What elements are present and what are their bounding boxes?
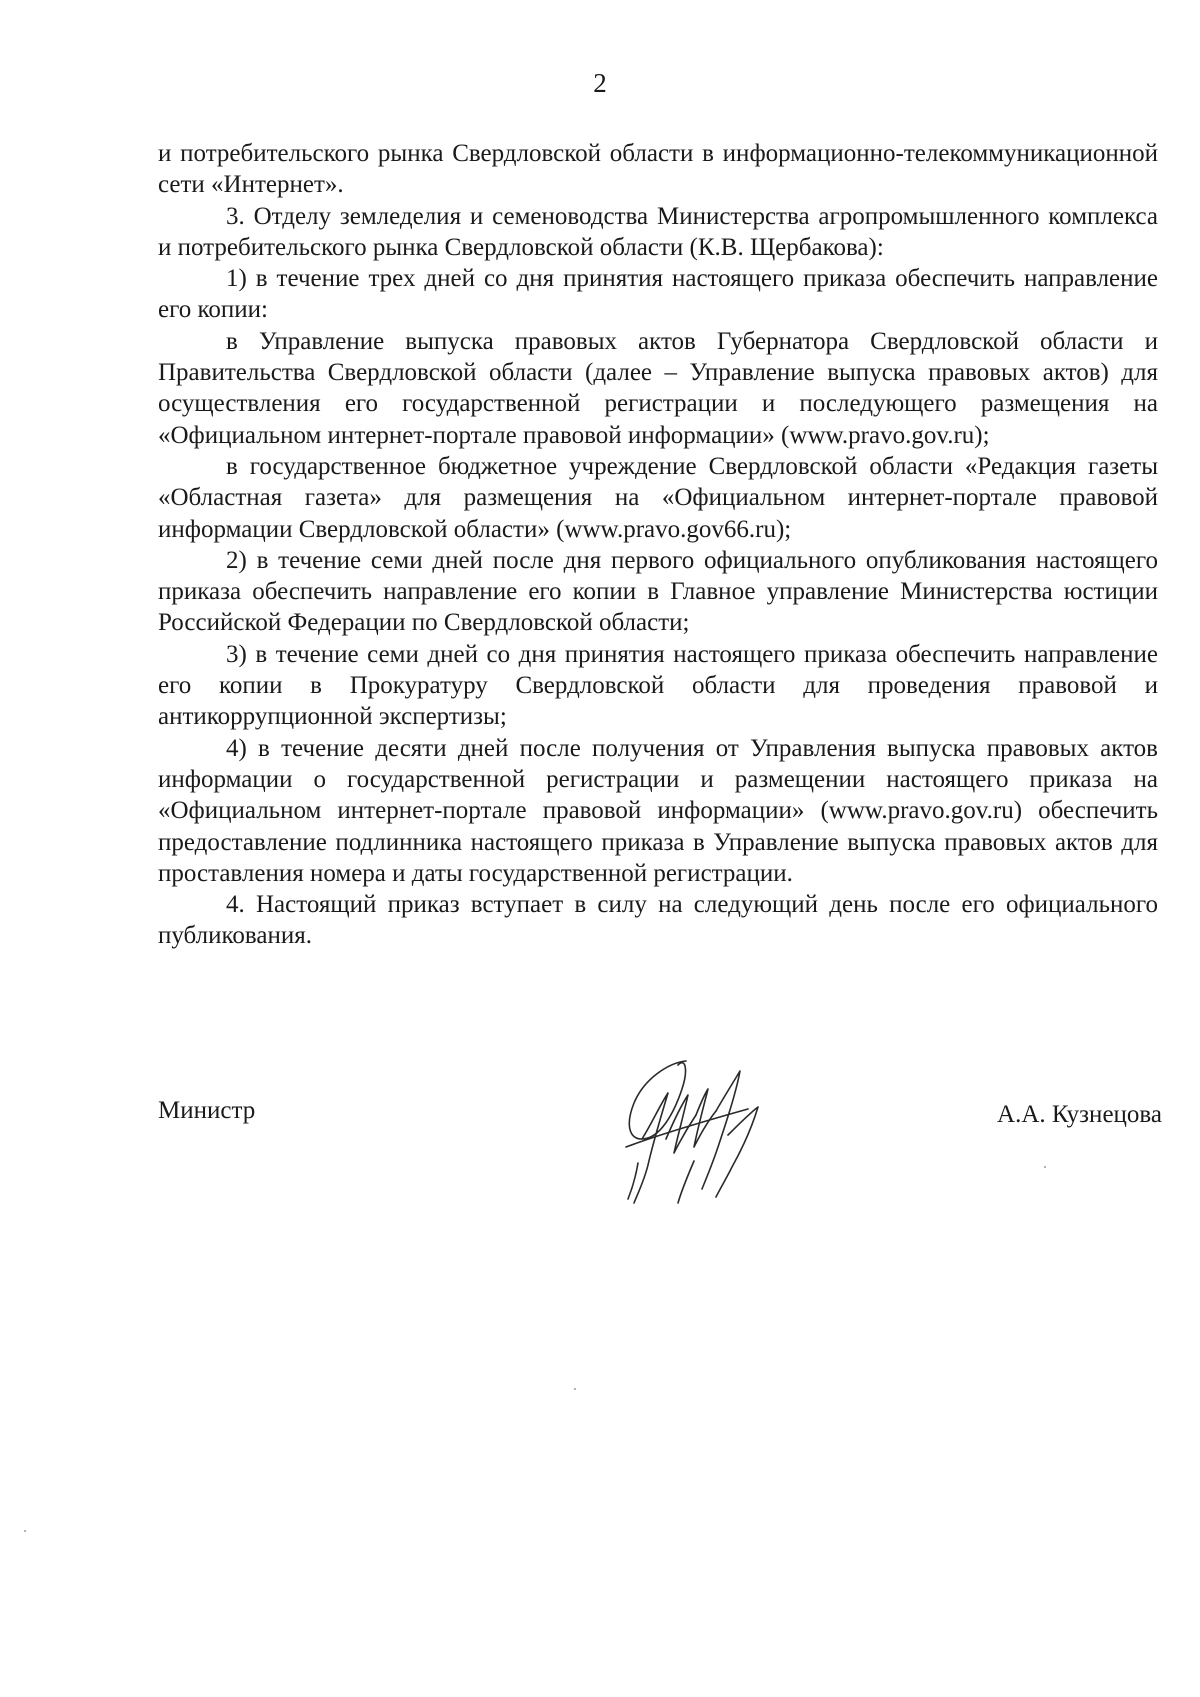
page-number: 2 — [593, 68, 607, 98]
paragraph-subitem-2: 2) в течение семи дней после дня первого официального опубликования настоящего приказа обеспечить направление его копии в Главное управление Министерства юстиции Российской Федерации по Свердловской области; — [158, 546, 1158, 637]
paragraph-subitem-1: 1) в течение трех дней со дня принятия настоящего приказа обеспечить направление его копии: — [158, 265, 1158, 324]
signatory-name: А.А. Кузнецова — [997, 1101, 1162, 1128]
signature-block — [158, 1055, 1162, 1215]
scan-speck — [1044, 1166, 1046, 1168]
paragraph-item-3: 3. Отделу земледелия и семеноводства Министерства агропромышленного комплекса и потребительского рынка Свердловской области (К.В. Щербакова): — [158, 202, 1158, 261]
paragraph-item-4: 4. Настоящий приказ вступает в силу на следующий день после его официального публикования. — [158, 891, 1158, 950]
paragraph-subitem-3: 3) в течение семи дней со дня принятия настоящего приказа обеспечить направление его копии в Прокуратуру Свердловской области для проведения правовой и антикоррупционной экспертизы; — [158, 640, 1158, 731]
scan-speck — [24, 1530, 26, 1532]
paragraph-recipient-2: в государственное бюджетное учреждение Свердловской области «Редакция газеты «Областная газета» для размещения на «Официальном интернет-портале правовой информации Свердловской области» (www.pravo.gov66.ru); — [158, 452, 1158, 543]
document-body — [158, 138, 1158, 952]
paragraph-subitem-4: 4) в течение десяти дней после получения от Управления выпуска правовых актов информации о государственной регистрации и размещении настоящего приказа на «Официальном интернет-портале правовой информации» (www.pravo.gov.ru) обеспечить предоставление подлинника настоящего приказа в Управление выпуска правовых актов для проставления номера и даты государственной регистрации. — [158, 734, 1158, 887]
paragraph-recipient-1: в Управление выпуска правовых актов Губернатора Свердловской области и Правительства Свердловской области (далее – Управление выпуска правовых актов) для осуществления его государственной регистрации и последующего размещения на «Официальном интернет-портале правовой информации» (www.pravo.gov.ru); — [158, 327, 1158, 449]
handwritten-signature — [608, 1043, 768, 1223]
scan-speck — [574, 1388, 576, 1390]
signatory-title: Министр — [158, 1097, 256, 1124]
paragraph-continuation: и потребительского рынка Свердловской области в информационно-телекоммуникационной сети «Интернет». — [158, 140, 1158, 199]
